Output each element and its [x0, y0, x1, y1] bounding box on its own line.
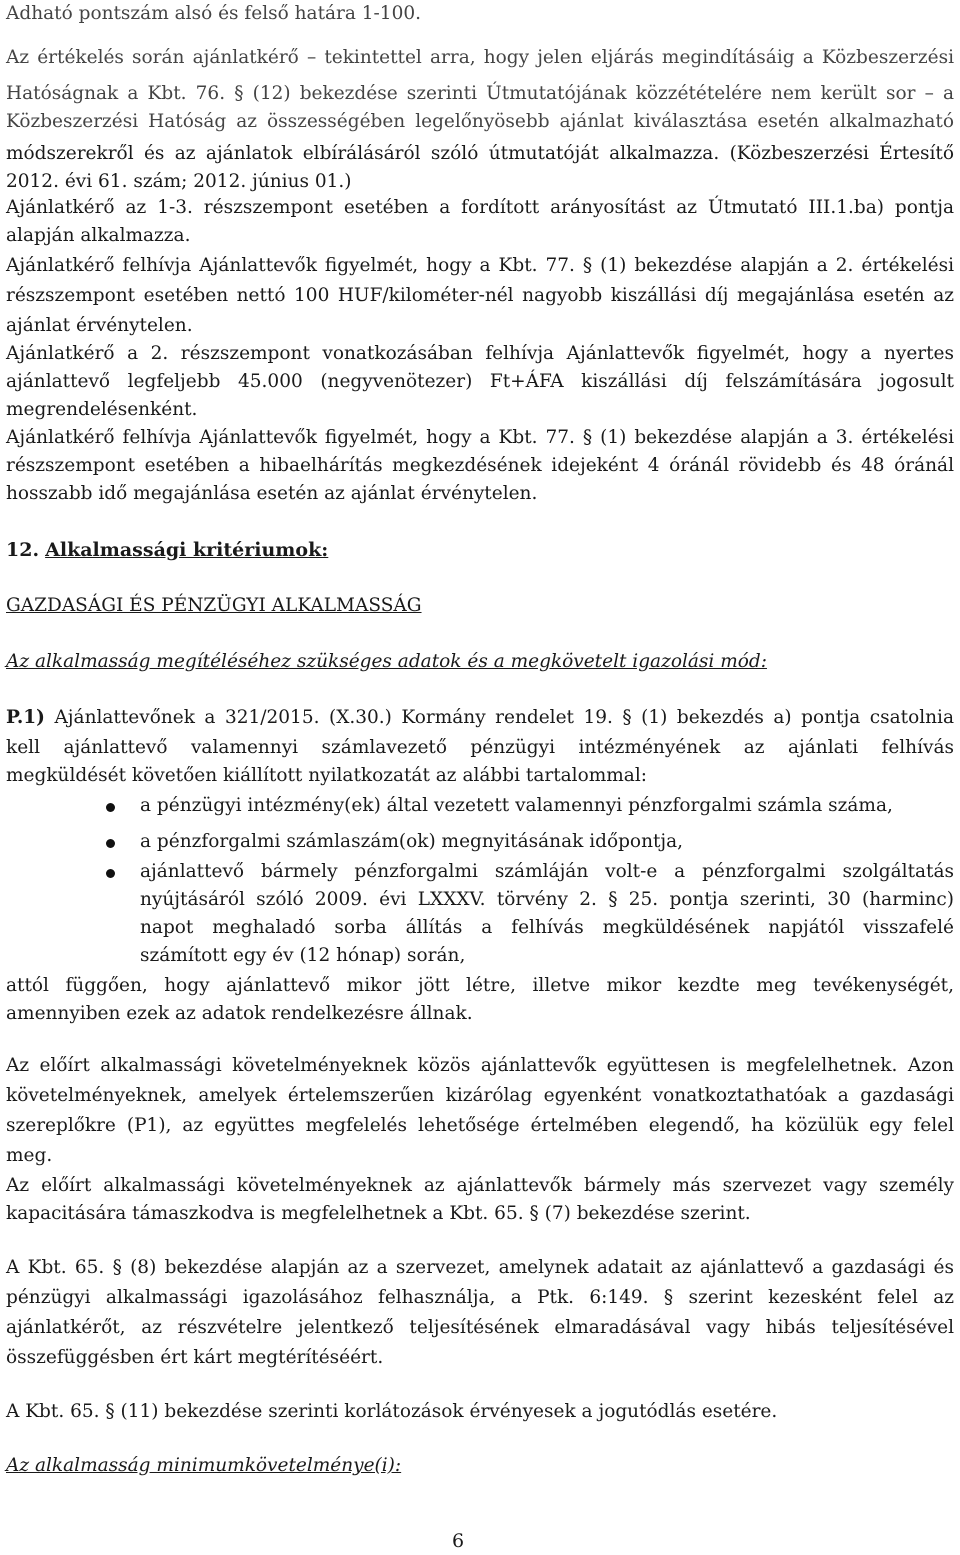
text-line: Az értékelés során ajánlatkérő – tekintettel arra, hogy jelen eljárás megindításáig a Közbeszerzési	[6, 47, 954, 68]
bullet-dot	[106, 839, 115, 848]
bullet-dot	[106, 869, 115, 878]
p1-line	[6, 704, 954, 732]
text-line: A Kbt. 65. § (11) bekezdése szerinti korlátozások érvényesek a jogutódlás esetére.	[6, 1401, 778, 1422]
text-line: kapacitására támaszkodva is megfelelhetnek a Kbt. 65. § (7) bekezdése szerint.	[6, 1203, 751, 1224]
text-line: Ajánlatkérő felhívja Ajánlattevők figyelmét, hogy a Kbt. 77. § (1) bekezdése alapján a 2. értékelési	[6, 255, 954, 276]
p1-line: kell ajánlattevő valamennyi számlavezető pénzügyi intézményének az ajánlati felhívás	[6, 737, 954, 758]
section-number: 12.	[6, 539, 40, 561]
text-line: részszempont esetében nettó 100 HUF/kilométer-nél nagyobb kiszállási díj megajánlása esetén az	[6, 285, 954, 306]
text-line: megrendelésenként.	[6, 399, 198, 420]
list-item: napot meghaladó sorba állítás a felhívás megküldésének napjától visszafelé	[140, 917, 954, 938]
text-line: attól függően, hogy ajánlattevő mikor jött létre, illetve mikor kezdte meg tevékenységét,	[6, 975, 954, 996]
text-line: Hatóságnak a Kbt. 76. § (12) bekezdése szerinti Útmutatójának közzétételére nem került sor – a	[6, 83, 954, 104]
text-line: összefüggésben ért kárt megtérítéséért.	[6, 1347, 384, 1368]
text-line: Az előírt alkalmassági követelményeknek az ajánlattevők bármely más szervezet vagy személy	[6, 1175, 954, 1196]
bullet-dot	[106, 803, 115, 812]
text-line: A Kbt. 65. § (8) bekezdése alapján az a szervezet, amelynek adatait az ajánlattevő a gazdasági és	[6, 1257, 954, 1278]
text-line: szereplőkre (P1), az együttes megfelelés lehetősége értelmében elegendő, ha közülük egy felel	[6, 1115, 954, 1136]
text-line: pénzügyi alkalmassági igazolásához felhasználja, a Ptk. 6:149. § szerint kezesként felel az	[6, 1287, 954, 1308]
minimum-requirements-heading: Az alkalmasság minimumkövetelménye(i):	[6, 1455, 402, 1476]
text-line: Ajánlatkérő a 2. részszempont vonatkozásában felhívja Ajánlattevők figyelmét, hogy a nyertes	[6, 343, 954, 364]
text-line: 2012. évi 61. szám; 2012. június 01.)	[6, 171, 352, 192]
list-item: ajánlattevő bármely pénzforgalmi számláján volt-e a pénzforgalmi szolgáltatás	[140, 861, 954, 882]
text-line: követelményeknek, amelyek értelemszerűen kizárólag egyenként vonatkoztathatóak a gazdasági	[6, 1085, 954, 1106]
text-line: Adható pontszám alsó és felső határa 1-100.	[6, 3, 422, 24]
text-line: részszempont esetében a hibaelhárítás megkezdésének idejeként 4 óránál rövidebb és 48 óránál	[6, 455, 954, 476]
page-number: 6	[452, 1530, 465, 1552]
list-item: a pénzügyi intézmény(ek) által vezetett valamennyi pénzforgalmi számla száma,	[140, 795, 893, 816]
p1-text: Ajánlattevőnek a 321/2015. (X.30.) Kormány rendelet 19. § (1) bekezdés a) pontja csatolnia	[54, 707, 954, 728]
text-line: meg.	[6, 1145, 53, 1166]
text-line: alapján alkalmazza.	[6, 225, 191, 246]
section-title: Alkalmassági kritériumok:	[45, 539, 329, 561]
text-line: Az előírt alkalmassági követelményeknek közös ajánlattevők együttesen is megfelelhetnek. Azon	[6, 1055, 954, 1076]
text-line: módszerekről és az ajánlatok elbírálásáról szóló útmutatóját alkalmazza. (Közbeszerzési Értesítő	[6, 143, 954, 164]
text-line: ajánlatkérőt, az részvételre jelentkező teljesítésének elmaradásával vagy hibás teljesítésével	[6, 1317, 954, 1338]
list-item: a pénzforgalmi számlaszám(ok) megnyitásának időpontja,	[140, 831, 684, 852]
text-line: hosszabb idő megajánlása esetén az ajánlat érvénytelen.	[6, 483, 538, 504]
text-line: Közbeszerzési Hatóság az összességében legelőnyösebb ajánlat kiválasztása esetén alkalmazható	[6, 111, 954, 132]
list-item: nyújtásáról szóló 2009. évi LXXXV. törvény 2. § 25. pontja szerinti, 30 (harminc)	[140, 889, 954, 910]
p1-line: megküldését követően kiállított nyilatkozatát az alábbi tartalommal:	[6, 765, 647, 786]
list-item: számított egy év (12 hónap) során,	[140, 945, 466, 966]
p1-label: P.1)	[6, 707, 45, 728]
text-line: Ajánlatkérő felhívja Ajánlattevők figyelmét, hogy a Kbt. 77. § (1) bekezdése alapján a 3. értékelési	[6, 427, 954, 448]
subheading: GAZDASÁGI ÉS PÉNZÜGYI ALKALMASSÁG	[6, 595, 422, 616]
italic-heading: Az alkalmasság megítéléséhez szükséges adatok és a megkövetelt igazolási mód:	[6, 651, 767, 672]
text-line: ajánlat érvénytelen.	[6, 315, 193, 336]
text-line: Ajánlatkérő az 1-3. részszempont esetében a fordított arányosítást az Útmutató III.1.ba) pontja	[6, 197, 954, 218]
section-heading	[6, 536, 328, 564]
text-line: amennyiben ezek az adatok rendelkezésre állnak.	[6, 1003, 473, 1024]
text-line: ajánlattevő legfeljebb 45.000 (negyvenötezer) Ft+ÁFA kiszállási díj felszámítására jogosult	[6, 371, 954, 392]
